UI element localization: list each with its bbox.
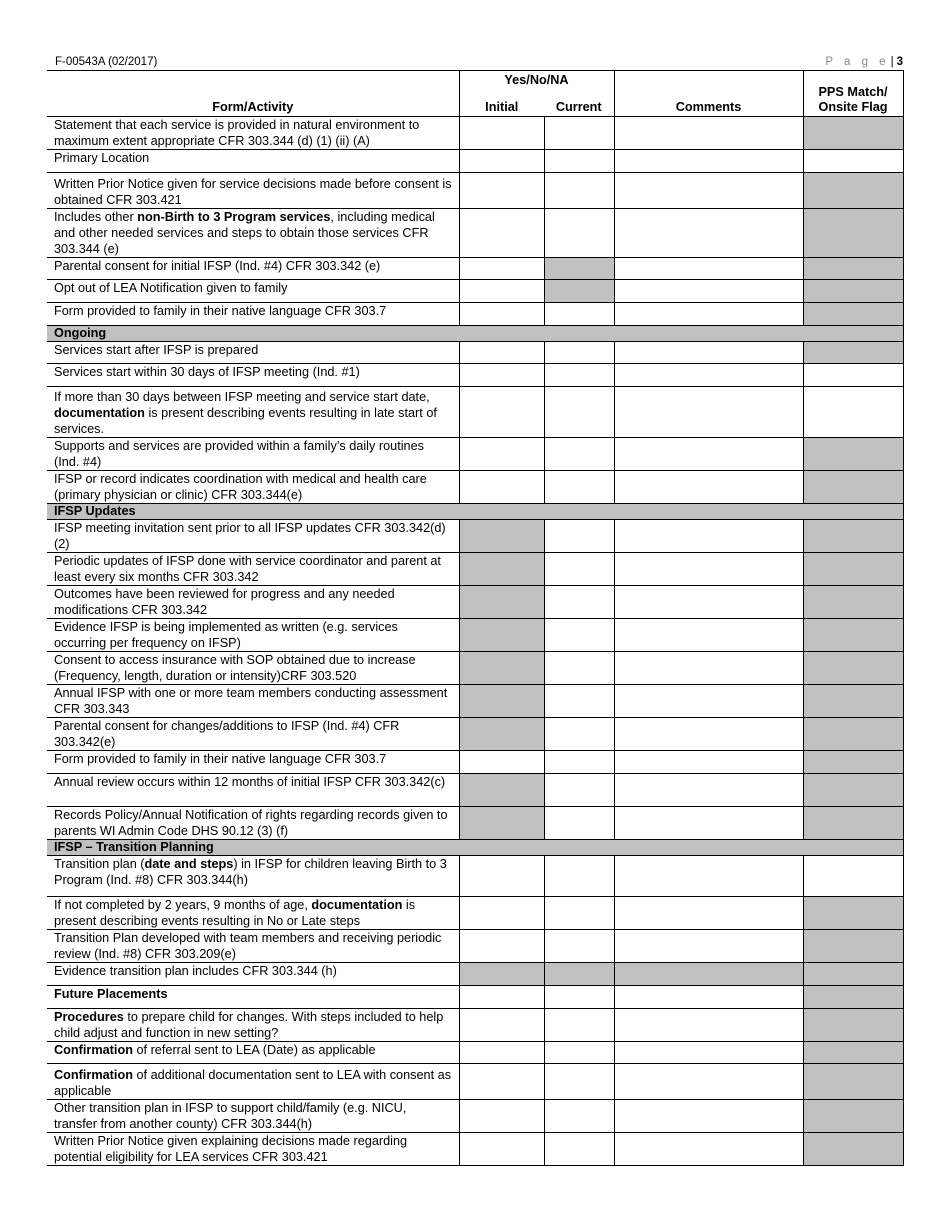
- initial-cell[interactable]: [459, 1132, 544, 1165]
- comments-cell[interactable]: [614, 684, 803, 717]
- comments-cell[interactable]: [614, 552, 803, 585]
- current-cell[interactable]: [544, 386, 614, 437]
- pps-cell: [803, 651, 903, 684]
- row-label: Transition Plan developed with team members and receiving periodic review (Ind. #8) CFR 303.209(e): [47, 929, 459, 962]
- comments-cell[interactable]: [614, 855, 803, 896]
- page-number: P a g e| 3: [825, 56, 903, 68]
- comments-cell[interactable]: [614, 363, 803, 386]
- initial-cell[interactable]: [459, 116, 544, 149]
- row-label: Primary Location: [47, 149, 459, 172]
- row-label: Statement that each service is provided in natural environment to maximum extent appropriate CFR 303.344 (d) (1) (ii) (A): [47, 116, 459, 149]
- row-label: Parental consent for initial IFSP (Ind. #4) CFR 303.342 (e): [47, 257, 459, 279]
- comments-cell[interactable]: [614, 437, 803, 470]
- initial-cell[interactable]: [459, 208, 544, 257]
- row-label: Form provided to family in their native language CFR 303.7: [47, 750, 459, 773]
- row-label: Evidence transition plan includes CFR 303.344 (h): [47, 962, 459, 985]
- current-cell[interactable]: [544, 855, 614, 896]
- row-label: Procedures to prepare child for changes. With steps included to help child adjust and function in new setting?: [47, 1008, 459, 1041]
- comments-cell[interactable]: [614, 1041, 803, 1063]
- col-current: Current: [544, 88, 614, 116]
- pps-cell: [803, 470, 903, 503]
- current-cell[interactable]: [544, 172, 614, 208]
- pps-cell: [803, 341, 903, 363]
- col-pps-match: PPS Match/ Onsite Flag: [803, 71, 903, 117]
- section-transition-planning: IFSP – Transition Planning: [47, 839, 903, 855]
- current-cell[interactable]: [544, 1099, 614, 1132]
- current-cell[interactable]: [544, 149, 614, 172]
- initial-cell[interactable]: [459, 437, 544, 470]
- initial-cell[interactable]: [459, 470, 544, 503]
- initial-cell: [459, 651, 544, 684]
- pps-cell: [803, 806, 903, 839]
- row-label: Transition plan (date and steps) in IFSP for children leaving Birth to 3 Program (Ind. #8) CFR 303.344(h): [47, 855, 459, 896]
- initial-cell: [459, 962, 544, 985]
- initial-cell[interactable]: [459, 896, 544, 929]
- comments-cell[interactable]: [614, 896, 803, 929]
- initial-cell[interactable]: [459, 1099, 544, 1132]
- section-ongoing: Ongoing: [47, 325, 903, 341]
- current-cell[interactable]: [544, 985, 614, 1008]
- section-ifsp-updates: IFSP Updates: [47, 503, 903, 519]
- comments-cell[interactable]: [614, 985, 803, 1008]
- current-cell[interactable]: [544, 302, 614, 325]
- current-cell[interactable]: [544, 437, 614, 470]
- current-cell[interactable]: [544, 618, 614, 651]
- comments-cell[interactable]: [614, 279, 803, 302]
- current-cell: [544, 257, 614, 279]
- pps-cell: [803, 1099, 903, 1132]
- comments-cell[interactable]: [614, 519, 803, 552]
- pps-cell: [803, 684, 903, 717]
- comments-cell[interactable]: [614, 149, 803, 172]
- pps-cell: [803, 585, 903, 618]
- current-cell[interactable]: [544, 651, 614, 684]
- form-code: F-00543A (02/2017): [55, 56, 158, 68]
- row-label: IFSP or record indicates coordination with medical and health care (primary physician or clinic) CFR 303.344(e): [47, 470, 459, 503]
- pps-cell: [803, 929, 903, 962]
- pps-cell[interactable]: [803, 386, 903, 437]
- comments-cell[interactable]: [614, 585, 803, 618]
- page-label: P a g e: [825, 56, 890, 68]
- comments-cell[interactable]: [614, 806, 803, 839]
- current-cell[interactable]: [544, 929, 614, 962]
- pps-cell: [803, 1132, 903, 1165]
- row-label: If more than 30 days between IFSP meeting and service start date, documentation is present describing events resulting in late start of services.: [47, 386, 459, 437]
- initial-cell[interactable]: [459, 1008, 544, 1041]
- current-cell[interactable]: [544, 773, 614, 806]
- initial-cell[interactable]: [459, 302, 544, 325]
- initial-cell: [459, 519, 544, 552]
- current-cell[interactable]: [544, 806, 614, 839]
- initial-cell: [459, 717, 544, 750]
- current-cell[interactable]: [544, 552, 614, 585]
- pps-cell: [803, 257, 903, 279]
- current-cell[interactable]: [544, 1041, 614, 1063]
- pps-cell: [803, 172, 903, 208]
- comments-cell[interactable]: [614, 257, 803, 279]
- initial-cell[interactable]: [459, 149, 544, 172]
- initial-cell[interactable]: [459, 985, 544, 1008]
- comments-cell[interactable]: [614, 208, 803, 257]
- comments-cell[interactable]: [614, 717, 803, 750]
- initial-cell: [459, 585, 544, 618]
- initial-cell[interactable]: [459, 929, 544, 962]
- initial-cell[interactable]: [459, 172, 544, 208]
- comments-cell[interactable]: [614, 341, 803, 363]
- comments-cell[interactable]: [614, 750, 803, 773]
- row-label: Outcomes have been reviewed for progress and any needed modifications CFR 303.342: [47, 585, 459, 618]
- pps-cell[interactable]: [803, 149, 903, 172]
- comments-cell[interactable]: [614, 386, 803, 437]
- row-label: Annual IFSP with one or more team members conducting assessment CFR 303.343: [47, 684, 459, 717]
- row-label: Confirmation of additional documentation sent to LEA with consent as applicable: [47, 1063, 459, 1099]
- initial-cell[interactable]: [459, 363, 544, 386]
- initial-cell: [459, 773, 544, 806]
- pps-cell: [803, 116, 903, 149]
- initial-cell: [459, 618, 544, 651]
- initial-cell[interactable]: [459, 1063, 544, 1099]
- row-label: Future Placements: [47, 985, 459, 1008]
- initial-cell[interactable]: [459, 750, 544, 773]
- comments-cell[interactable]: [614, 773, 803, 806]
- row-label: Other transition plan in IFSP to support child/family (e.g. NICU, transfer from another county) CFR 303.344(h): [47, 1099, 459, 1132]
- row-label: Annual review occurs within 12 months of initial IFSP CFR 303.342(c): [47, 773, 459, 806]
- current-cell[interactable]: [544, 116, 614, 149]
- initial-cell[interactable]: [459, 855, 544, 896]
- pps-cell: [803, 717, 903, 750]
- initial-cell[interactable]: [459, 386, 544, 437]
- pps-cell[interactable]: [803, 363, 903, 386]
- current-cell[interactable]: [544, 470, 614, 503]
- current-cell[interactable]: [544, 341, 614, 363]
- col-comments: Comments: [614, 71, 803, 117]
- pps-cell: [803, 552, 903, 585]
- row-label: Parental consent for changes/additions to IFSP (Ind. #4) CFR 303.342(e): [47, 717, 459, 750]
- comments-cell: [614, 962, 803, 985]
- comments-cell[interactable]: [614, 172, 803, 208]
- row-label: Records Policy/Annual Notification of rights regarding records given to parents WI Admin Code DHS 90.12 (3) (f): [47, 806, 459, 839]
- row-label: Includes other non-Birth to 3 Program services, including medical and other needed services and steps to obtain those services CFR 303.344 (e): [47, 208, 459, 257]
- pps-cell: [803, 1041, 903, 1063]
- initial-cell: [459, 552, 544, 585]
- col-yes-no-na: Yes/No/NA: [459, 71, 614, 89]
- initial-cell[interactable]: [459, 257, 544, 279]
- current-cell[interactable]: [544, 1063, 614, 1099]
- current-cell[interactable]: [544, 208, 614, 257]
- current-cell: [544, 279, 614, 302]
- current-cell[interactable]: [544, 363, 614, 386]
- col-form-activity: Form/Activity: [47, 71, 459, 117]
- current-cell[interactable]: [544, 717, 614, 750]
- current-cell[interactable]: [544, 896, 614, 929]
- comments-cell[interactable]: [614, 651, 803, 684]
- pps-cell: [803, 750, 903, 773]
- pps-cell: [803, 896, 903, 929]
- pps-cell: [803, 1063, 903, 1099]
- pps-cell: [803, 773, 903, 806]
- initial-cell[interactable]: [459, 1041, 544, 1063]
- row-label: If not completed by 2 years, 9 months of age, documentation is present describing events resulting in No or Late steps: [47, 896, 459, 929]
- row-label: Confirmation of referral sent to LEA (Date) as applicable: [47, 1041, 459, 1063]
- current-cell[interactable]: [544, 1132, 614, 1165]
- comments-cell[interactable]: [614, 302, 803, 325]
- row-label: Written Prior Notice given explaining decisions made regarding potential eligibility for LEA services CFR 303.421: [47, 1132, 459, 1165]
- current-cell[interactable]: [544, 1008, 614, 1041]
- pps-cell: [803, 302, 903, 325]
- pps-cell: [803, 985, 903, 1008]
- comments-cell[interactable]: [614, 1099, 803, 1132]
- initial-cell[interactable]: [459, 279, 544, 302]
- checklist-table: [47, 70, 904, 1166]
- comments-cell[interactable]: [614, 1063, 803, 1099]
- row-label: Supports and services are provided within a family’s daily routines (Ind. #4): [47, 437, 459, 470]
- comments-cell[interactable]: [614, 1132, 803, 1165]
- comments-cell[interactable]: [614, 116, 803, 149]
- row-label: Written Prior Notice given for service decisions made before consent is obtained CFR 303.421: [47, 172, 459, 208]
- current-cell[interactable]: [544, 684, 614, 717]
- pps-cell: [803, 519, 903, 552]
- current-cell: [544, 962, 614, 985]
- page-number-value: 3: [896, 56, 903, 68]
- pps-cell: [803, 618, 903, 651]
- pps-cell: [803, 962, 903, 985]
- pps-cell: [803, 437, 903, 470]
- pps-cell[interactable]: [803, 855, 903, 896]
- initial-cell[interactable]: [459, 341, 544, 363]
- current-cell[interactable]: [544, 750, 614, 773]
- current-cell[interactable]: [544, 519, 614, 552]
- initial-cell: [459, 684, 544, 717]
- row-label: Services start after IFSP is prepared: [47, 341, 459, 363]
- comments-cell[interactable]: [614, 618, 803, 651]
- initial-cell: [459, 806, 544, 839]
- comments-cell[interactable]: [614, 1008, 803, 1041]
- row-label: Periodic updates of IFSP done with service coordinator and parent at least every six months CFR 303.342: [47, 552, 459, 585]
- pps-cell: [803, 1008, 903, 1041]
- col-initial: Initial: [459, 88, 544, 116]
- comments-cell[interactable]: [614, 929, 803, 962]
- current-cell[interactable]: [544, 585, 614, 618]
- row-label: Services start within 30 days of IFSP meeting (Ind. #1): [47, 363, 459, 386]
- row-label: Opt out of LEA Notification given to family: [47, 279, 459, 302]
- pps-cell: [803, 208, 903, 257]
- row-label: Form provided to family in their native language CFR 303.7: [47, 302, 459, 325]
- pps-cell: [803, 279, 903, 302]
- row-label: Evidence IFSP is being implemented as written (e.g. services occurring per frequency on IFSP): [47, 618, 459, 651]
- row-label: IFSP meeting invitation sent prior to all IFSP updates CFR 303.342(d)(2): [47, 519, 459, 552]
- row-label: Consent to access insurance with SOP obtained due to increase (Frequency, length, duration or intensity)CRF 303.520: [47, 651, 459, 684]
- comments-cell[interactable]: [614, 470, 803, 503]
